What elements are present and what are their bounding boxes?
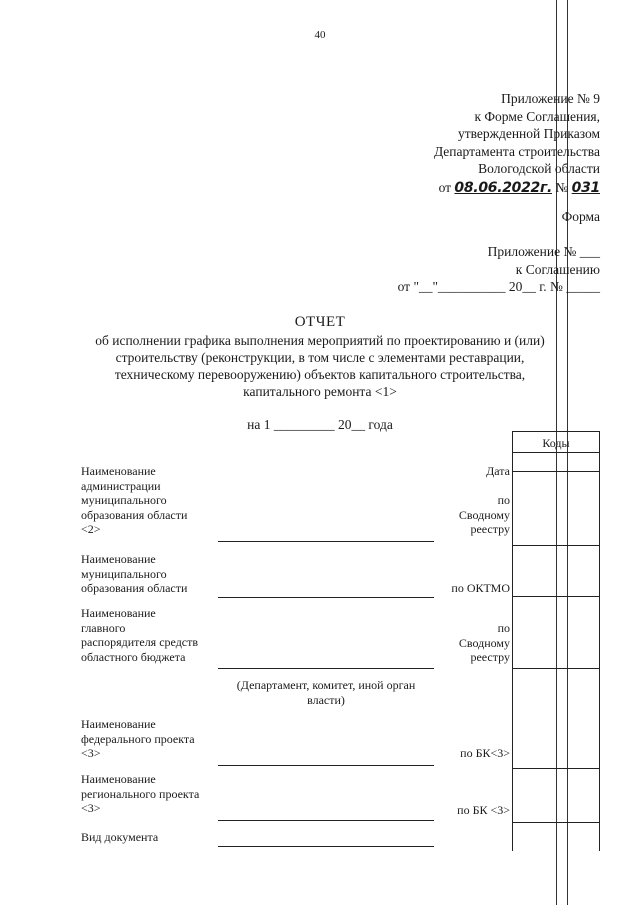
field-label-line: главного <box>81 620 126 635</box>
field-label <box>81 717 195 761</box>
field-label-line: распорядителя средств <box>81 635 199 650</box>
appendix-order-line <box>434 179 600 198</box>
report-title: ОТЧЕТ <box>294 314 346 330</box>
sub-appendix <box>398 243 600 296</box>
code-label-line: по <box>497 493 510 508</box>
field-label-line: Наименование <box>81 606 156 620</box>
code-label <box>459 621 510 665</box>
table-border <box>512 768 600 769</box>
field-label-line: Наименование <box>81 552 156 566</box>
field-label-line: Вид документа <box>81 830 159 844</box>
table-border <box>512 668 600 669</box>
appendix-line: Приложение № 9 <box>501 91 600 106</box>
report-date-line: на 1 _________ 20__ года <box>247 417 393 432</box>
page-number: 40 <box>314 29 326 41</box>
sub-appendix-line: Приложение № ___ <box>487 244 600 259</box>
field-label-line: администрации <box>81 478 161 493</box>
field-underline <box>218 668 434 669</box>
field-label-line: <3> <box>81 746 101 761</box>
code-label-line: реестру <box>470 522 510 537</box>
sub-appendix-line: к Соглашению <box>515 261 600 277</box>
code-label <box>451 581 510 596</box>
table-border <box>512 431 513 851</box>
order-number-handwritten: 031 <box>571 179 600 196</box>
field-label-line: Наименование <box>81 772 156 786</box>
code-label <box>457 803 510 818</box>
field-label-line: федерального проекта <box>81 731 195 746</box>
code-label-line: по БК <3> <box>457 803 510 817</box>
field-label-line: образования области <box>81 581 188 596</box>
field-label-line: Наименование <box>81 717 156 731</box>
code-label-line: Дата <box>486 464 510 478</box>
table-border <box>512 822 600 823</box>
order-date-handwritten: 08.06.2022г. <box>454 179 553 196</box>
sub-appendix-line: от "__"__________ 20__ г. № _____ <box>397 279 600 294</box>
field-note <box>218 678 434 707</box>
field-label-line: муниципального <box>81 566 167 581</box>
field-underline <box>218 541 434 542</box>
code-label <box>460 746 510 761</box>
code-label-line: по <box>497 621 510 635</box>
field-label-line: муниципального <box>81 493 167 508</box>
code-label-line: реестру <box>470 650 510 665</box>
report-subtitle-line: об исполнении графика выполнения мероприятий по проектированию и (или) <box>95 333 545 348</box>
code-label-line: по ОКТМО <box>451 581 510 595</box>
field-label <box>81 772 199 816</box>
field-label <box>81 830 158 845</box>
appendix-line: утвержденной Приказом <box>457 126 600 141</box>
appendix-line: Вологодской области <box>478 161 600 176</box>
field-underline <box>218 846 434 847</box>
code-label <box>459 464 510 537</box>
order-prefix: от <box>438 179 452 195</box>
field-note-line: (Департамент, комитет, иной орган <box>236 678 416 692</box>
table-border <box>512 452 600 453</box>
code-label-line: Сводному <box>458 507 510 522</box>
order-no-label: № <box>555 179 569 195</box>
table-border <box>512 596 600 597</box>
field-label-line: регионального проекта <box>81 786 200 801</box>
code-label-line: Сводному <box>458 635 510 650</box>
field-label-line: Наименование <box>81 464 156 478</box>
field-label <box>81 464 187 537</box>
report-subtitle-line: техническому перевооружению) объектов капитального строительства, <box>114 367 526 382</box>
field-underline <box>218 820 434 821</box>
report-subtitle-line: капитального ремонта <1> <box>243 384 397 399</box>
field-underline <box>218 765 434 766</box>
field-label-line: образования области <box>81 507 188 522</box>
spacer <box>459 479 510 494</box>
table-border <box>599 431 600 851</box>
appendix-header <box>434 90 600 197</box>
table-border <box>512 431 600 432</box>
report-subtitle-line: строительству (реконструкции, в том числе с элементами реставрации, <box>115 350 525 365</box>
field-label-line: <2> <box>81 522 101 537</box>
code-label-line: по БК<3> <box>460 746 510 760</box>
field-label <box>81 606 198 664</box>
field-note-line: власти) <box>307 692 345 707</box>
codes-header: Коды <box>542 436 570 450</box>
table-border <box>512 545 600 546</box>
appendix-line: Департамента строительства <box>433 143 600 159</box>
form-label: Форма <box>561 209 600 224</box>
field-label-line: <3> <box>81 801 101 816</box>
field-underline <box>218 597 434 598</box>
table-border <box>512 471 600 472</box>
appendix-line: к Форме Соглашения, <box>474 108 600 124</box>
field-label-line: областного бюджета <box>81 649 186 664</box>
field-label <box>81 552 187 596</box>
